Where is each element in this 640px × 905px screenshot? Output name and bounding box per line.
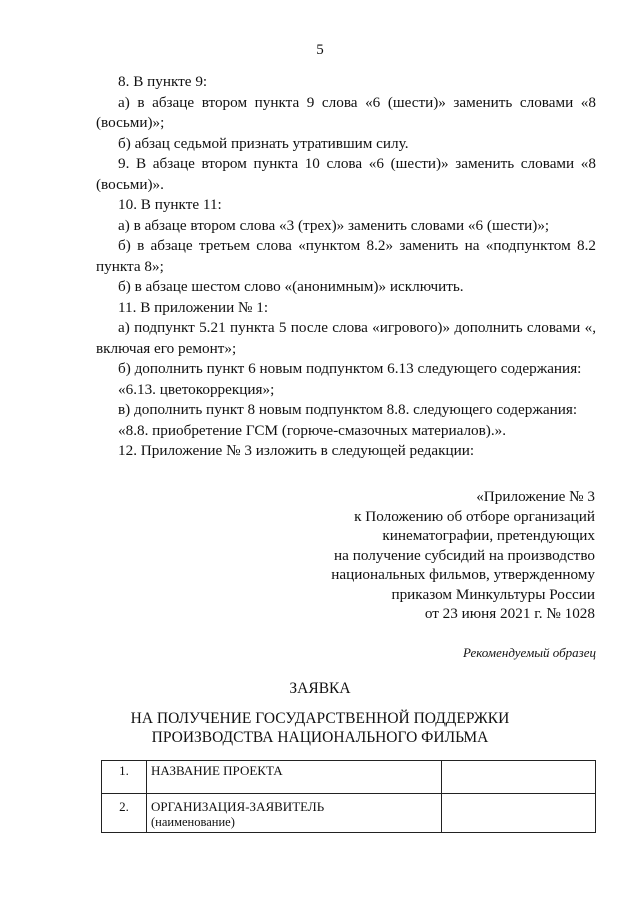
page-number: 5 (316, 42, 324, 58)
application-table (101, 760, 596, 833)
appendix-line: на получение субсидий на производство (334, 546, 595, 564)
appendix-line: от 23 июня 2021 г. № 1028 (424, 605, 595, 622)
appendix-line: национальных фильмов, утвержденному (331, 566, 595, 583)
subtitle-line: НА ПОЛУЧЕНИЕ ГОСУДАРСТВЕННОЙ ПОДДЕРЖКИ (130, 710, 510, 727)
row-number: 1. (102, 761, 147, 794)
row-label (147, 794, 442, 833)
form-title: ЗАЯВКА (289, 680, 351, 697)
paragraph: «6.13. цветокоррекция»; (118, 380, 275, 398)
paragraph: а) в абзаце втором слова «3 (трех)» заменить словами «6 (шести)»; (118, 216, 550, 234)
paragraph: 10. В пункте 11: (118, 196, 222, 213)
recommended-sample-note: Рекомендуемый образец (462, 645, 596, 660)
paragraph: а) подпункт 5.21 пункта 5 после слова «игрового)» дополнить словами «, включая его ремонт»; (96, 319, 596, 357)
paragraph: б) дополнить пункт 6 новым подпунктом 6.13 следующего содержания: (118, 360, 582, 377)
appendix-line: «Приложение № 3 (476, 488, 595, 505)
row-label-text: НАЗВАНИЕ ПРОЕКТА (151, 763, 283, 778)
paragraph: 9. В абзаце втором пункта 10 слова «6 (шести)» заменить словами «8 (восьми)». (96, 155, 596, 193)
paragraph: б) в абзаце шестом слово «(анонимным)» исключить. (118, 278, 464, 295)
appendix-line: к Положению об отборе организаций (354, 507, 595, 525)
appendix-line: кинематографии, претендующих (382, 527, 595, 544)
table-row (102, 794, 596, 833)
subtitle-line: ПРОИЗВОДСТВА НАЦИОНАЛЬНОГО ФИЛЬМА (151, 729, 489, 746)
row-label (147, 761, 442, 794)
appendix-header (265, 487, 595, 624)
paragraph: «8.8. приобретение ГСМ (горюче-смазочных материалов).». (118, 421, 507, 439)
paragraph: 12. Приложение № 3 изложить в следующей редакции: (118, 442, 475, 459)
appendix-line: приказом Минкультуры России (391, 585, 595, 603)
row-label-text: ОРГАНИЗАЦИЯ-ЗАЯВИТЕЛЬ (151, 799, 325, 814)
paragraph: а) в абзаце втором пункта 9 слова «6 (шести)» заменить словами «8 (восьми)»; (96, 93, 596, 131)
row-number: 2. (102, 794, 147, 833)
row-value-cell (442, 761, 596, 794)
paragraph: 11. В приложении № 1: (118, 298, 269, 316)
table-row (102, 761, 596, 794)
paragraph: в) дополнить пункт 8 новым подпунктом 8.8. следующего содержания: (118, 401, 578, 418)
row-label-subtext: (наименование) (151, 815, 235, 829)
paragraph: б) в абзаце третьем слова «пунктом 8.2» заменить на «подпунктом 8.2 пункта 8»; (96, 237, 596, 275)
amendments-text (96, 72, 596, 462)
paragraph: 8. В пункте 9: (118, 73, 208, 90)
row-value-cell (442, 794, 596, 833)
form-subtitle (0, 709, 640, 747)
paragraph: б) абзац седьмой признать утратившим силу. (118, 134, 409, 152)
